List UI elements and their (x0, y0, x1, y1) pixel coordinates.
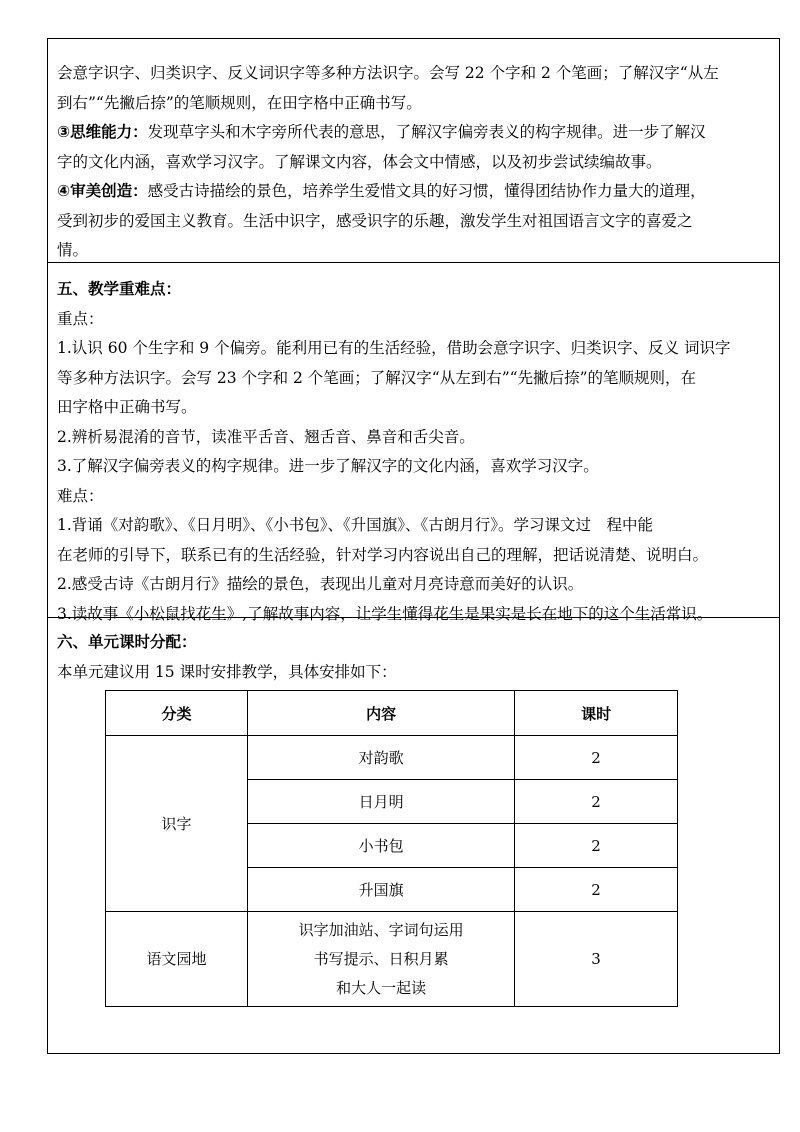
content-line: 和大人一起读 (336, 978, 427, 997)
header-content: 内容 (248, 691, 515, 736)
text-line: 受到初步的爱国主义教育。生活中识字，感受识字的乐趣，激发学生对祖国语言文字的喜爱之 (57, 211, 693, 230)
text-line: 3.了解汉字偏旁表义的构字规律。进一步了解汉字的文化内涵，喜欢学习汉字。 (57, 457, 599, 475)
table-row (106, 736, 678, 780)
text-line: 等多种方法识字。会写 23 个字和 2 个笔画；了解汉字“从左到右”“先撇后捺”的笔顺规则，在 (57, 368, 696, 387)
text-line: 到右”“先撇后捺”的笔顺规则，在田字格中正确书写。 (57, 93, 422, 112)
aesthetic-text: 感受古诗描绘的景色，培养学生爱惜文具的好习惯，懂得团结协作力量大的道理， (147, 182, 706, 200)
table-row (106, 912, 678, 1007)
text-line: 2.感受古诗《古朗月行》描绘的景色，表现出儿童对月亮诗意而美好的认识。 (57, 575, 584, 593)
hours-cell: 2 (515, 868, 678, 912)
hours-cell: 2 (515, 736, 678, 780)
text-line: 字的文化内涵，喜欢学习汉字。了解课文内容，体会文中情感，以及初步尝试续编故事。 (57, 152, 662, 171)
section-divider (48, 617, 779, 618)
thinking-label: ③思维能力： (57, 123, 148, 141)
hours-cell: 3 (515, 912, 678, 1007)
text-line: 情。 (57, 241, 89, 259)
header-category: 分类 (106, 691, 248, 736)
content-cell (248, 912, 515, 1007)
section-divider (48, 262, 779, 263)
text-line: 在老师的引导下，联系已有的生活经验，针对学习内容说出自己的理解，把话说清楚、说明白。 (57, 545, 709, 564)
header-hours: 课时 (515, 691, 678, 736)
document-frame (47, 38, 780, 1054)
table-header-row (106, 691, 678, 736)
section-key-difficult (57, 275, 770, 629)
text-line: 会意字识字、归类识字、反义词识字等多种方法识字。会写 22 个字和 2 个笔画；了解汉字“从左 (57, 64, 719, 82)
key-label: 重点： (57, 309, 104, 328)
text-line: 1.认识 60 个生字和 9 个偏旁。能利用已有的生活经验，借助会意字识字、归类识字、反义 词识字 (57, 339, 731, 357)
text-line: 3.读故事《小松鼠找花生》,了解故事内容，让学生懂得花生是果实是长在地下的这个生活常识。 (57, 604, 713, 623)
text-line: 1.背诵《对韵歌》、《日月明》、《小书包》、《升国旗》、《古朗月行》。学习课文过 程中能 (57, 516, 654, 534)
schedule-intro: 本单元建议用 15 课时安排教学，具体安排如下： (57, 662, 397, 681)
content-cell: 升国旗 (248, 868, 515, 912)
content-cell: 小书包 (248, 824, 515, 868)
section-title: 六、单元课时分配： (57, 633, 197, 651)
objectives-continued (57, 59, 770, 266)
content-cell: 日月明 (248, 780, 515, 824)
category-cell: 识字 (106, 736, 248, 912)
section-schedule (57, 628, 770, 687)
hours-cell: 2 (515, 824, 678, 868)
content-line: 识字加油站、字词句运用 (298, 920, 464, 939)
category-cell: 语文园地 (106, 912, 248, 1007)
content-cell: 对韵歌 (248, 736, 515, 780)
text-line: 2.辨析易混淆的音节，读准平舌音、翘舌音、鼻音和舌尖音。 (57, 427, 475, 446)
content-line: 书写提示、日积月累 (313, 949, 449, 968)
aesthetic-label: ④审美创造： (57, 182, 148, 200)
schedule-table (105, 690, 678, 1007)
thinking-text: 发现草字头和木字旁所代表的意思，了解汉字偏旁表义的构字规律。进一步了解汉 (147, 123, 706, 141)
thinking-line (57, 118, 770, 148)
text-line: 田字格中正确书写。 (57, 398, 197, 416)
difficult-label: 难点： (57, 486, 104, 505)
aesthetic-line (57, 177, 770, 207)
hours-cell: 2 (515, 780, 678, 824)
section-title: 五、教学重难点： (57, 280, 182, 298)
